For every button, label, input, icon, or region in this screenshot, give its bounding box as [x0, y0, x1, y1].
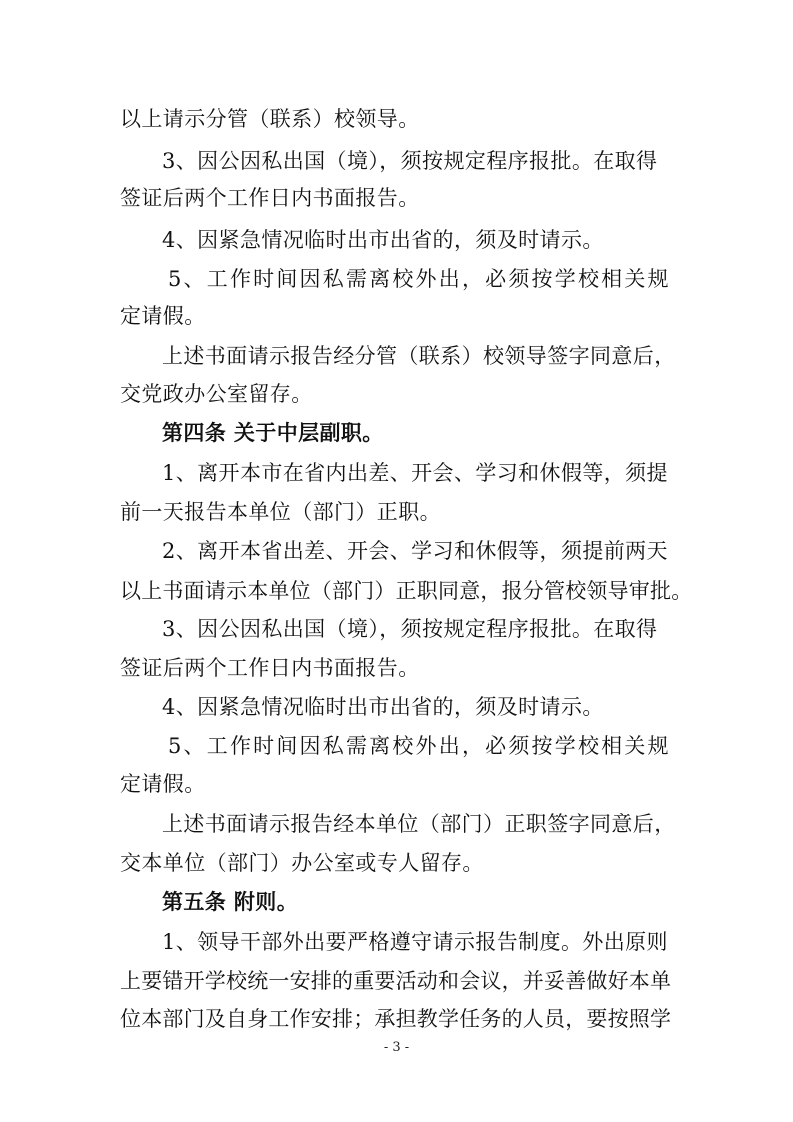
paragraph-line: 签证后两个工作日内书面报告。	[120, 186, 420, 210]
section-heading: 第四条 关于中层副职。	[162, 420, 384, 445]
paragraph-line: 交本单位（部门）办公室或专人留存。	[120, 851, 484, 875]
paragraph-line: 签证后两个工作日内书面报告。	[120, 656, 420, 680]
paragraph-line: 上述书面请示报告经本单位（部门）正职签字同意后，	[162, 812, 676, 836]
paragraph-line: 1、离开本市在省内出差、开会、学习和休假等，须提	[162, 461, 668, 485]
paragraph-line: 位本部门及自身工作安排；承担教学任务的人员，要按照学	[120, 1007, 672, 1031]
paragraph-line: 2、离开本省出差、开会、学习和休假等，须提前两天	[162, 539, 668, 563]
paragraph-line: 4、因紧急情况临时出市出省的，须及时请示。	[162, 695, 604, 719]
paragraph-line: 以上书面请示本单位（部门）正职同意，报分管校领导审批。	[120, 579, 693, 603]
paragraph-line: 交党政办公室留存。	[120, 382, 313, 406]
paragraph-line: 4、因紧急情况临时出市出省的，须及时请示。	[162, 228, 604, 252]
paragraph-line: 定请假。	[120, 304, 206, 328]
paragraph-line: 3、因公因私出国（境），须按规定程序报批。在取得	[162, 149, 658, 173]
paragraph-line: 1、领导干部外出要严格遵守请示报告制度。外出原则	[162, 930, 668, 954]
section-heading: 第五条 附则。	[162, 889, 299, 914]
page-number: - 3 -	[383, 1040, 410, 1055]
paragraph-line: 5、工作时间因私需离校外出，必须按学校相关规	[168, 267, 671, 291]
paragraph-line: 5、工作时间因私需离校外出，必须按学校相关规	[168, 734, 671, 758]
paragraph-line: 定请假。	[120, 772, 206, 796]
paragraph-line: 前一天报告本单位（部门）正职。	[120, 500, 441, 524]
paragraph-line: 以上请示分管（联系）校领导。	[120, 107, 420, 131]
paragraph-line: 上要错开学校统一安排的重要活动和会议，并妥善做好本单	[120, 969, 672, 993]
paragraph-line: 上述书面请示报告经分管（联系）校领导签字同意后，	[162, 344, 676, 368]
paragraph-line: 3、因公因私出国（境），须按规定程序报批。在取得	[162, 617, 658, 641]
